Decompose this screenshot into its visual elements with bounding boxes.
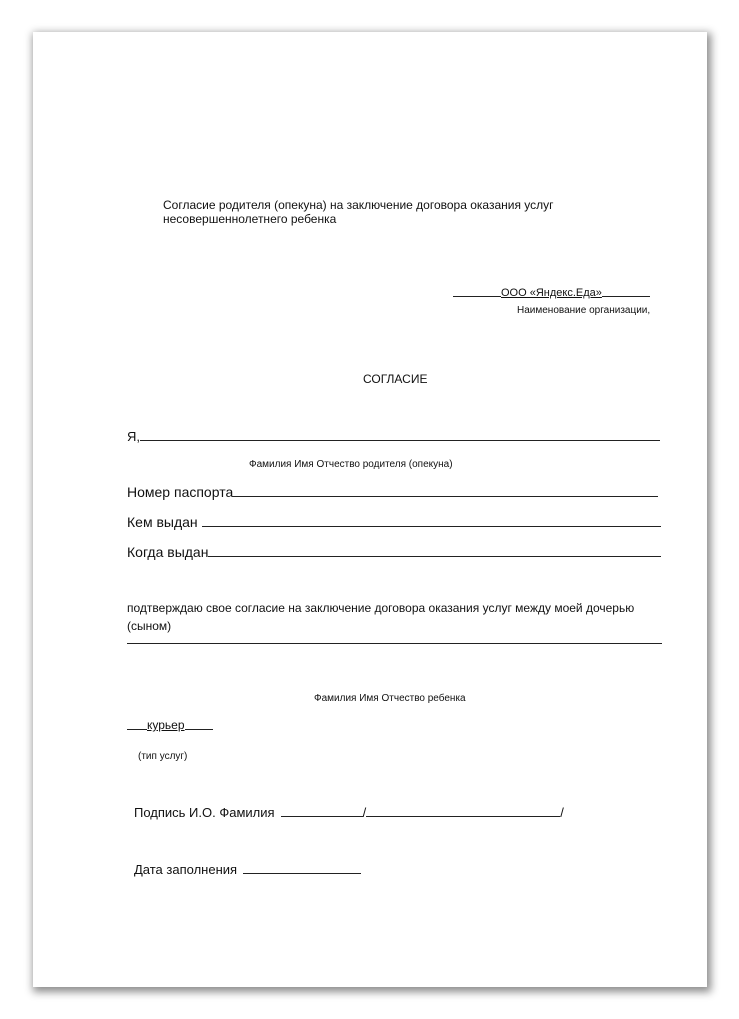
service-underline-right [185, 728, 213, 730]
i-label: Я, [127, 429, 140, 444]
signature-separator: / [362, 805, 367, 820]
signature-label: Подпись И.О. Фамилия [134, 805, 275, 820]
service-underline-left [127, 728, 147, 730]
passport-label: Номер паспорта [127, 484, 234, 500]
organization-field [453, 287, 650, 299]
issued-by-blank[interactable] [202, 525, 661, 527]
organization-name: ООО «Яндекс.Еда» [501, 287, 602, 299]
service-type-field [127, 718, 213, 732]
header-line-1: Согласие родителя (опекуна) на заключение договора оказания услуг [163, 198, 554, 212]
org-underline-right [602, 295, 650, 297]
signature-name-blank[interactable] [366, 815, 560, 817]
issued-by-label: Кем выдан [127, 514, 198, 530]
service-type-caption: (тип услуг) [138, 751, 188, 762]
signature-end: / [560, 805, 564, 820]
date-label: Дата заполнения [134, 862, 238, 877]
issued-when-line [127, 544, 661, 560]
issued-when-blank[interactable] [208, 555, 661, 557]
document-page [33, 32, 707, 987]
organization-caption: Наименование организации, [517, 305, 651, 316]
signature-line [134, 805, 564, 820]
date-line [134, 862, 361, 877]
document-title: СОГЛАСИЕ [363, 372, 428, 386]
service-type-value: курьер [147, 718, 185, 732]
parent-caption: Фамилия Имя Отчество родителя (опекуна) [249, 459, 453, 470]
header-line-2: несовершеннолетнего ребенка [163, 212, 337, 226]
org-underline-left [453, 295, 501, 297]
child-name-blank[interactable] [127, 642, 662, 644]
issued-when-label: Когда выдан [127, 544, 209, 560]
date-blank[interactable] [243, 872, 361, 874]
issued-by-line [127, 514, 661, 530]
passport-line [127, 484, 658, 500]
consent-line-2: (сыном) [127, 619, 172, 633]
child-caption: Фамилия Имя Отчество ребенка [314, 693, 466, 704]
consent-line-1: подтверждаю свое согласие на заключение договора оказания услуг между моей дочерью [127, 601, 635, 615]
parent-name-blank[interactable] [140, 439, 660, 441]
signature-blank[interactable] [281, 815, 363, 817]
passport-blank[interactable] [233, 495, 658, 497]
parent-name-line [127, 429, 660, 444]
